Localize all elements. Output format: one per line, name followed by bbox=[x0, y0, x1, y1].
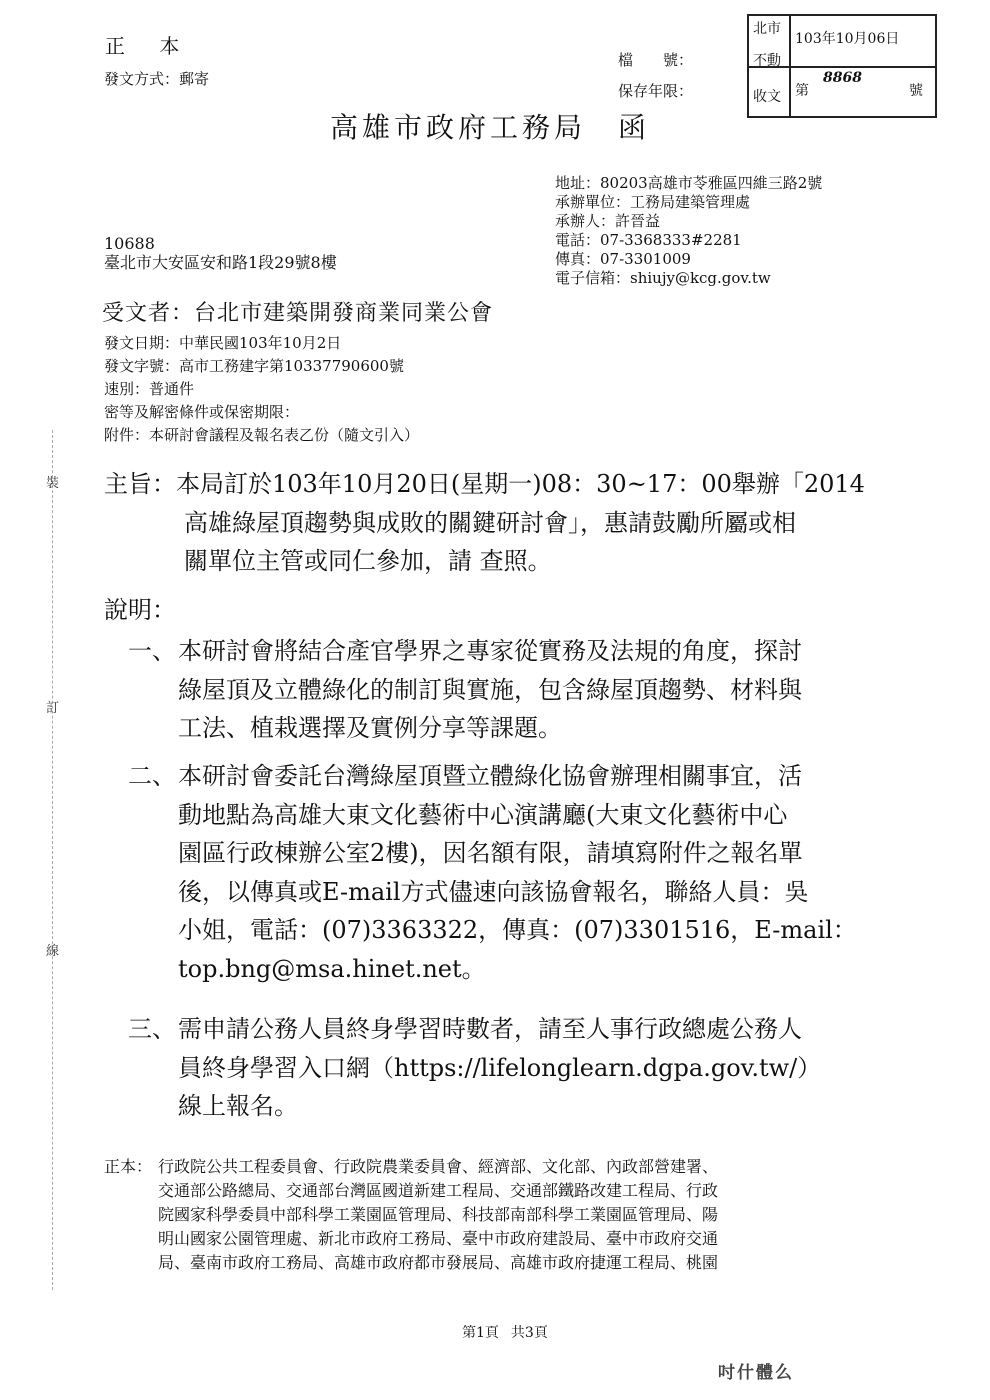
explain-line: top.bng@msa.hinet.net。 bbox=[178, 954, 486, 983]
explain-line: 園區行政棟辦公室2樓)，因名額有限，請填寫附件之報名單 bbox=[178, 839, 803, 867]
send-method: 發文方式：郵寄 bbox=[104, 70, 210, 88]
stamp-seq-label: 第 bbox=[795, 83, 809, 99]
cc-label: 正本： bbox=[104, 1157, 153, 1176]
sender-email: 電子信箱：shiujy@kcg.gov.tw bbox=[555, 269, 771, 287]
subject-label: 主旨： bbox=[104, 470, 176, 498]
explain-line: 線上報名。 bbox=[178, 1092, 298, 1120]
document-number: 發文字號：高市工務建字第10337790600號 bbox=[104, 357, 404, 375]
binding-mark-3: 線 bbox=[46, 944, 60, 959]
page-total: 共3頁 bbox=[510, 1325, 548, 1341]
recipient-zip: 10688 bbox=[104, 234, 155, 253]
document-title: 高雄市政府工務局 函 bbox=[330, 111, 651, 144]
recipient-address-block bbox=[104, 234, 337, 272]
sender-handler: 承辦人：許晉益 bbox=[555, 212, 661, 230]
stamp-side-text-3: 收文 bbox=[753, 89, 781, 105]
page-footer bbox=[462, 1322, 548, 1342]
explain-line: 綠屋頂及立體綠化的制訂與實施，包含綠屋頂趨勢、材料與 bbox=[178, 675, 802, 704]
sender-unit: 承辦單位：工務局建築管理處 bbox=[555, 193, 751, 211]
issue-date: 發文日期：中華民國103年10月2日 bbox=[104, 334, 342, 352]
explain-line: 本研討會委託台灣綠屋頂暨立體綠化協會辦理相關事宜，活 bbox=[178, 762, 802, 790]
explain-line: 小姐，電話：(07)3363322，傳真：(07)3301516，E-mail： bbox=[178, 916, 857, 944]
subject-line-2: 高雄綠屋頂趨勢與成敗的關鍵研討會」，惠請鼓勵所屬或相 bbox=[184, 508, 796, 537]
subject-block bbox=[104, 465, 865, 581]
copy-mark: 正 本 bbox=[105, 34, 194, 58]
receipt-stamp bbox=[747, 14, 937, 118]
cc-line: 院國家科學委員中部科學工業園區管理局、科技部南部科學工業園區管理局、陽 bbox=[158, 1205, 719, 1224]
subject-line-3: 關單位主管或同仁參加，請 查照。 bbox=[184, 547, 552, 575]
explain-line: 後，以傳真或E-mail方式儘速向該協會報名，聯絡人員：吳 bbox=[178, 877, 809, 906]
sender-fax: 傳真：07-3301009 bbox=[555, 250, 691, 268]
explain-line: 本研討會將結合產官學界之專家從實務及法規的角度，探討 bbox=[178, 637, 802, 665]
explain-line: 需申請公務人員終身學習時數者，請至人事行政總處公務人 bbox=[178, 1015, 802, 1043]
explain-item-1 bbox=[128, 632, 802, 748]
stamp-number: 8868 bbox=[823, 70, 862, 86]
stamp-hao: 號 bbox=[909, 83, 923, 99]
carbon-copy-list bbox=[104, 1155, 718, 1275]
recipient-address: 臺北市大安區安和路1段29號8樓 bbox=[104, 253, 337, 272]
page-number: 第1頁 bbox=[462, 1325, 499, 1341]
cc-line: 局、臺南市政府工務局、高雄市政府都市發展局、高雄市政府捷運工程局、桃園 bbox=[158, 1253, 719, 1272]
stamp-side-text-2: 不動 bbox=[753, 53, 781, 69]
explain-line: 員終身學習入口網（https://lifelonglearn.dgpa.gov.tw/） bbox=[178, 1053, 822, 1082]
explain-line: 工法、植栽選擇及實例分享等課題。 bbox=[178, 714, 562, 742]
document-meta bbox=[104, 332, 419, 447]
cc-line: 行政院公共工程委員會、行政院農業委員會、經濟部、文化部、內政部營建署、 bbox=[158, 1157, 719, 1176]
secrecy-level: 密等及解密條件或保密期限： bbox=[104, 403, 300, 421]
stamp-date: 103年10月06日 bbox=[795, 31, 900, 47]
file-number-label: 檔 號： bbox=[618, 51, 694, 69]
explain-item-number: 一、 bbox=[128, 637, 176, 665]
explain-item-number: 三、 bbox=[128, 1015, 176, 1043]
binding-mark-1: 裝 bbox=[46, 476, 60, 491]
attachment: 附件：本研討會議程及報名表乙份（隨文引入） bbox=[104, 426, 420, 444]
stamp-side-text-1: 北市 bbox=[753, 21, 781, 37]
sender-phone: 電話：07-3368333#2281 bbox=[555, 231, 742, 249]
explain-line: 動地點為高雄大東文化藝術中心演講廳(大東文化藝術中心 bbox=[178, 800, 788, 829]
cc-line: 明山國家公園管理處、新北市政府工務局、臺中市政府建設局、臺中市政府交通 bbox=[158, 1229, 719, 1248]
binding-mark-2: 訂 bbox=[46, 701, 60, 716]
explain-item-2 bbox=[128, 757, 857, 988]
explain-item-3 bbox=[128, 1010, 821, 1126]
bottom-stamp: 吋什體么 bbox=[718, 1363, 794, 1383]
recipient: 受文者：台北市建築開發商業同業公會 bbox=[102, 301, 494, 326]
keep-period-label: 保存年限： bbox=[618, 82, 694, 100]
binding-line bbox=[52, 430, 53, 1290]
explain-item-number: 二、 bbox=[128, 762, 176, 790]
explain-label: 說明： bbox=[104, 596, 176, 624]
sender-info bbox=[555, 174, 822, 288]
cc-line: 交通部公路總局、交通部台灣區國道新建工程局、交通部鐵路改建工程局、行政 bbox=[158, 1181, 719, 1200]
sender-address: 地址：80203高雄市苓雅區四維三路2號 bbox=[555, 174, 823, 192]
speed-class: 速別：普通件 bbox=[104, 380, 195, 398]
subject-line-1: 本局訂於103年10月20日(星期一)08：30~17：00舉辦「2014 bbox=[176, 470, 865, 498]
